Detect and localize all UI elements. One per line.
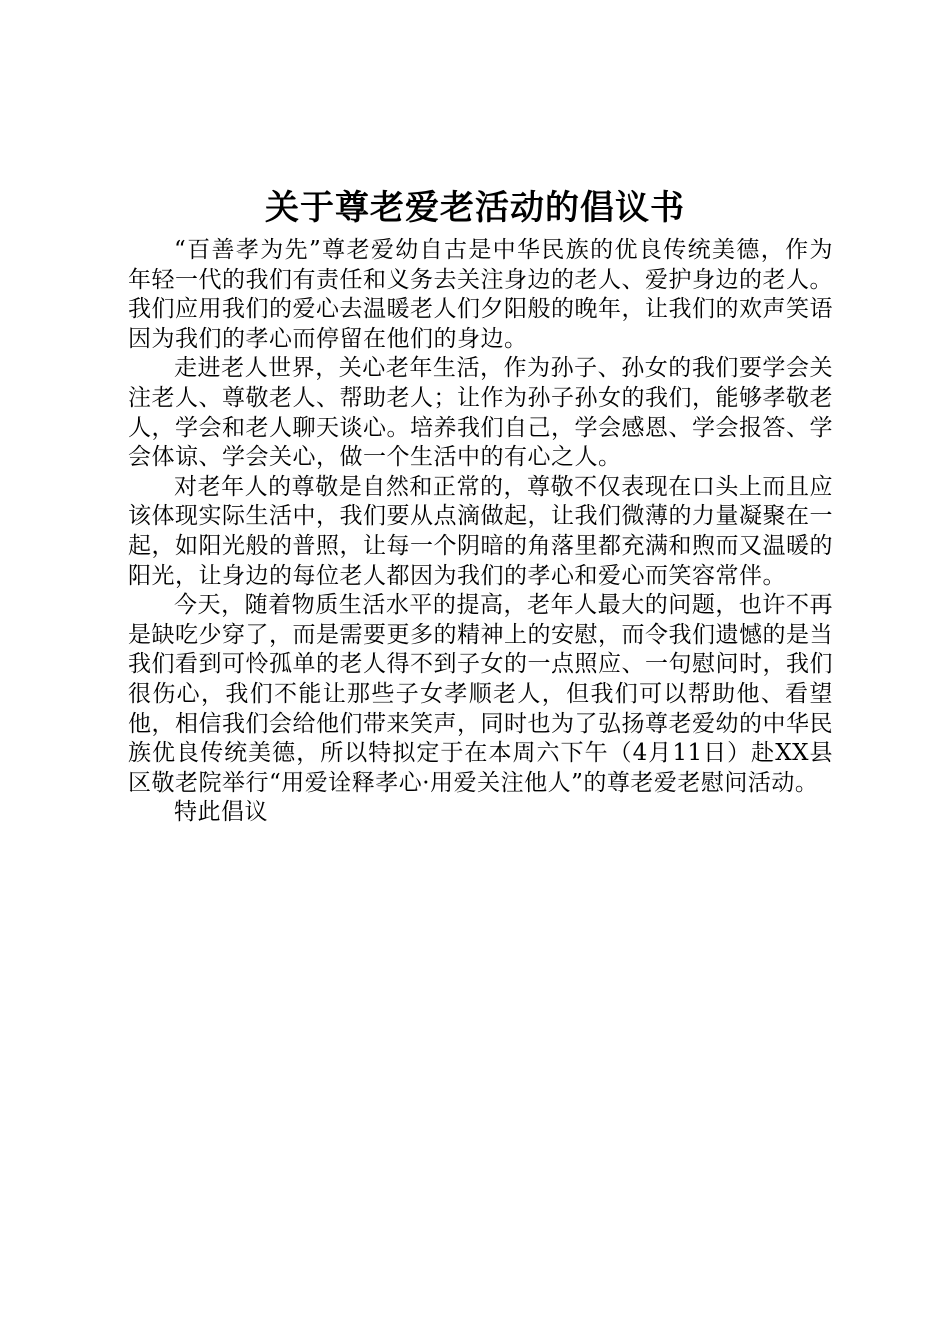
document-title: 关于尊老爱老活动的倡议书 <box>265 188 685 228</box>
paragraph-1: “百善孝为先”尊老爱幼自古是中华民族的优良传统美德，作为年轻一代的我们有责任和义务去关注身边的老人、爱护身边的老人。我们应用我们的爱心去温暖老人们夕阳般的晚年，让我们的欢声笑语因为我们的孝心而停留在他们的身边。 <box>128 237 833 352</box>
document-body <box>128 236 833 828</box>
paragraph-4: 今天，随着物质生活水平的提高，老年人最大的问题，也许不再是缺吃少穿了，而是需要更多的精神上的安慰，而令我们遗憾的是当我们看到可怜孤单的老人得不到子女的一点照应、一句慰问时，我们很伤心，我们不能让那些子女孝顺老人，但我们可以帮助他、看望他，相信我们会给他们带来笑声，同时也为了弘扬尊老爱幼的中华民族优良传统美德，所以特拟定于在本周六下午（4月11日）赴XX县区敬老院举行“用爱诠释孝心·用爱关注他人”的尊老爱老慰问活动。 <box>128 592 833 796</box>
paragraph-2: 走进老人世界，关心老年生活，作为孙子、孙女的我们要学会关注老人、尊敬老人、帮助老人；让作为孙子孙女的我们，能够孝敬老人，学会和老人聊天谈心。培养我们自己，学会感恩、学会报答、学会体谅、学会关心，做一个生活中的有心之人。 <box>128 355 833 471</box>
closing-line: 特此倡议 <box>174 799 268 826</box>
paragraph-3: 对老年人的尊敬是自然和正常的，尊敬不仅表现在口头上而且应该体现实际生活中，我们要从点滴做起，让我们微薄的力量凝聚在一起，如阳光般的普照，让每一个阴暗的角落里都充满和煦而又温暖的阳光，让身边的每位老人都因为我们的孝心和爱心而笑容常伴。 <box>128 473 833 589</box>
